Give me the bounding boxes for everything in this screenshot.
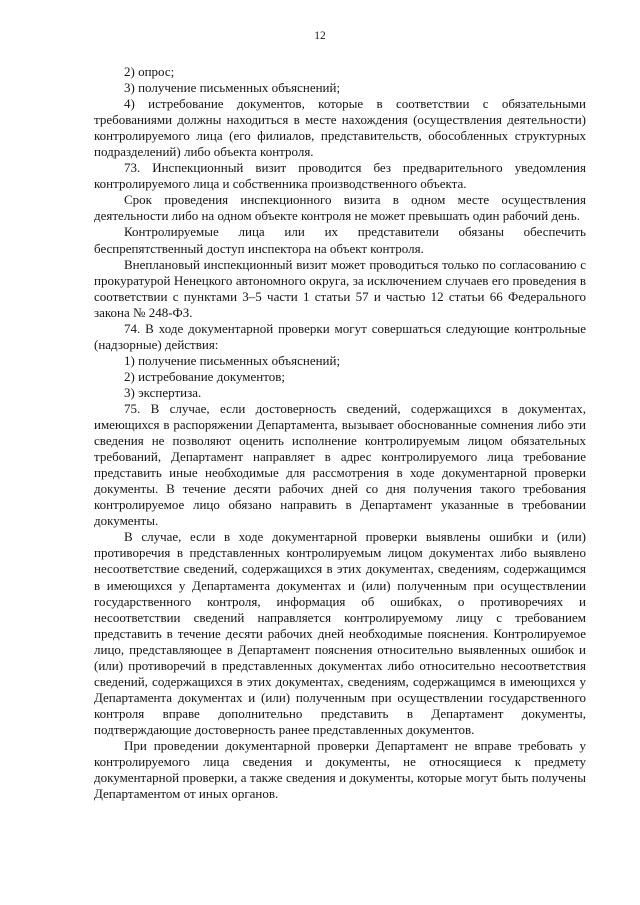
paragraph-errors-contradictions: В случае, если в ходе документарной проверки выявлены ошибки и (или) противоречия в представленных контролируемым лицом документах либо выявлено несоответствие сведений, содержащихся в этих документах, сведениям, содержащимся в имеющихся у Департамента документах и (или) полученным при осуществлении государственного контроля, информация об ошибках, о противоречиях и несоответствии сведений направляется контролируемому лицу с требованием представить в течение десяти рабочих дней необходимые пояснения. Контролируемое лицо, представляющее в Департамент пояснения относительно выявленных ошибок и (или) противоречий в представленных документах либо относительно несоответствия сведений, содержащихся в этих документах, сведениям, содержащимся в имеющихся у Департамента документах и (или) полученным при осуществлении государственного контроля вправе дополнительно представить в Департамент документы, подтверждающие достоверность ранее представленных документов.	[94, 529, 586, 737]
paragraph-no-extra-requests: При проведении документарной проверки Департамент не вправе требовать у контролируемого лица сведения и документы, не относящиеся к предмету документарной проверки, а также сведения и документы, которые могут быть получены Департаментом от иных органов.	[94, 737, 586, 802]
paragraph-74-item-2: 2) истребование документов;	[124, 368, 285, 384]
paragraph-73-inspection-visit: 73. Инспекционный визит проводится без предварительного уведомления контролируемого лица и собственника производственного объекта.	[94, 160, 586, 192]
paragraph-visit-duration: Срок проведения инспекционного визита в одном месте осуществления деятельности либо на одном объекте контроля не может превышать один рабочий день.	[94, 192, 586, 224]
paragraph-74-item-3: 3) экспертиза.	[124, 384, 202, 400]
paragraph-unscheduled-visit: Внеплановый инспекционный визит может проводиться только по согласованию с прокуратурой Ненецкого автономного округа, за исключением случаев его проведения в соответствии с пунктами 3–5 части 1 статьи 57 и частью 12 статьи 66 Федерального закона № 248-ФЗ.	[94, 256, 586, 320]
paragraph-3-written-explanations: 3) получение письменных объяснений;	[124, 80, 341, 96]
page-number: 12	[314, 30, 326, 42]
paragraph-4-document-request: 4) истребование документов, которые в соответствии с обязательными требованиями должны находиться в месте нахождения (осуществления деятельности) контролируемого лица (его филиалов, представительств, обособленных структурных подразделений) либо объекта контроля.	[94, 96, 586, 160]
document-body	[94, 64, 586, 802]
paragraph-74-item-1: 1) получение письменных объяснений;	[124, 352, 341, 368]
paragraph-2-opros: 2) опрос;	[124, 64, 175, 79]
paragraph-75-request-documents: 75. В случае, если достоверность сведений, содержащихся в документах, имеющихся в распоряжении Департамента, вызывает обоснованные сомнения либо эти сведения не позволяют оценить исполнение контролируемым лицом обязательных требований, Департамент направляет в адрес контролируемого лица требование представить иные необходимые для рассмотрения в ходе документарной проверки документы. В течение десяти рабочих дней со дня получения такого требования контролируемое лицо обязано направить в Департамент указанные в требовании документы.	[94, 400, 586, 529]
paragraph-74-documentary-check: 74. В ходе документарной проверки могут совершаться следующие контрольные (надзорные) действия:	[94, 320, 586, 352]
paragraph-access-obligation: Контролируемые лица или их представители обязаны обеспечить беспрепятственный доступ инспектора на объект контроля.	[94, 224, 586, 256]
